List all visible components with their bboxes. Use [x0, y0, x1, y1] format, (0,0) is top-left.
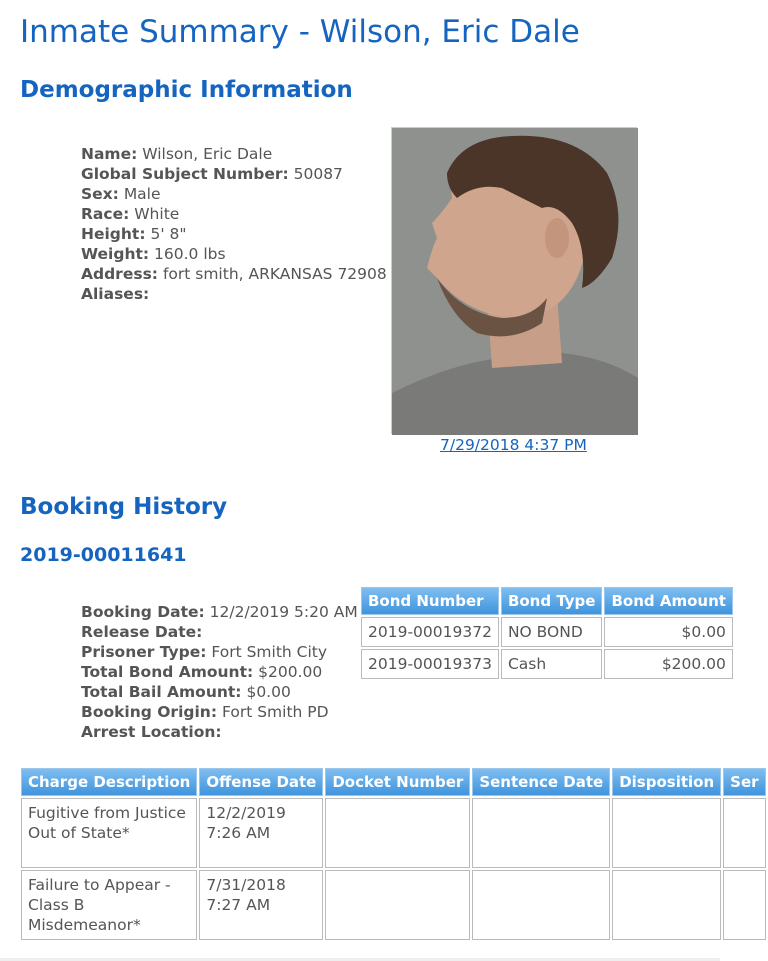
offense-date-cell: 12/2/2019 7:26 AM — [199, 798, 323, 868]
sentence-date-cell — [472, 870, 610, 940]
disposition-cell — [612, 798, 721, 868]
charges-header-docket: Docket Number — [325, 768, 470, 796]
table-row — [361, 649, 733, 679]
bond-amount-cell: $0.00 — [604, 617, 732, 647]
booking-history-heading: Booking History — [20, 494, 228, 520]
sentence-cell — [723, 798, 765, 868]
demographic-heading: Demographic Information — [20, 77, 353, 103]
booking-info — [81, 602, 358, 742]
photo-date-link[interactable]: 7/29/2018 4:37 PM — [440, 436, 587, 454]
field-total-bond-amount: Total Bond Amount: $200.00 — [81, 663, 323, 681]
charges-header-row — [21, 768, 766, 796]
field-height: Height: 5' 8" — [81, 225, 187, 243]
sentence-date-cell — [472, 798, 610, 868]
field-prisoner-type: Prisoner Type: Fort Smith City — [81, 643, 328, 661]
charges-header-offense-date: Offense Date — [199, 768, 323, 796]
charge-description-cell: Fugitive from Justice Out of State* — [21, 798, 197, 868]
mugshot-image — [392, 128, 638, 435]
bond-type-cell: Cash — [501, 649, 603, 679]
field-total-bail-amount: Total Bail Amount: $0.00 — [81, 683, 291, 701]
demographic-info — [81, 144, 387, 304]
docket-cell — [325, 870, 470, 940]
sentence-cell — [723, 870, 765, 940]
mugshot-photo[interactable] — [391, 127, 637, 434]
bond-amount-cell: $200.00 — [604, 649, 732, 679]
disposition-cell — [612, 870, 721, 940]
bond-header-number: Bond Number — [361, 587, 499, 615]
bond-number-cell: 2019-00019372 — [361, 617, 499, 647]
bond-header-type: Bond Type — [501, 587, 603, 615]
field-aliases: Aliases: — [81, 285, 150, 303]
table-row — [21, 798, 766, 868]
field-weight: Weight: 160.0 lbs — [81, 245, 226, 263]
table-row — [21, 870, 766, 940]
field-global-subject-number: Global Subject Number: 50087 — [81, 165, 343, 183]
field-booking-origin: Booking Origin: Fort Smith PD — [81, 703, 329, 721]
bond-header-amount: Bond Amount — [604, 587, 732, 615]
bond-number-cell: 2019-00019373 — [361, 649, 499, 679]
docket-cell — [325, 798, 470, 868]
field-address: Address: fort smith, ARKANSAS 72908 — [81, 265, 387, 283]
field-sex: Sex: Male — [81, 185, 161, 203]
charges-header-sentence-date: Sentence Date — [472, 768, 610, 796]
field-race: Race: White — [81, 205, 180, 223]
charges-header-disposition: Disposition — [612, 768, 721, 796]
charge-description-cell: Failure to Appear - Class B Misdemeanor* — [21, 870, 197, 940]
charges-header-sentence: Ser — [723, 768, 765, 796]
table-row — [361, 617, 733, 647]
charges-table — [19, 766, 768, 942]
charges-header-description: Charge Description — [21, 768, 197, 796]
field-arrest-location: Arrest Location: — [81, 723, 222, 741]
field-release-date: Release Date: — [81, 623, 203, 641]
field-booking-date: Booking Date: 12/2/2019 5:20 AM — [81, 603, 358, 621]
booking-number: 2019-00011641 — [20, 544, 187, 566]
field-name: Name: Wilson, Eric Dale — [81, 145, 273, 163]
page-title: Inmate Summary - Wilson, Eric Dale — [20, 14, 580, 50]
bond-type-cell: NO BOND — [501, 617, 603, 647]
bond-table — [359, 585, 735, 681]
offense-date-cell: 7/31/2018 7:27 AM — [199, 870, 323, 940]
bond-header-row — [361, 587, 733, 615]
